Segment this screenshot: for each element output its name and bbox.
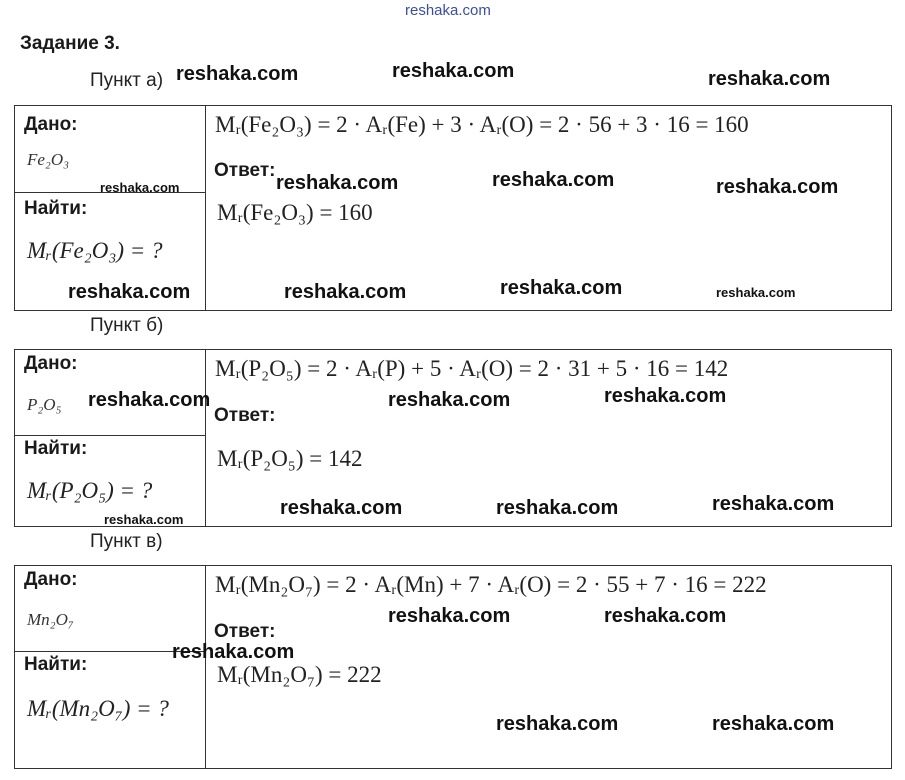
watermark: reshaka.com <box>388 605 511 627</box>
watermark: reshaka.com <box>500 277 623 299</box>
watermark: reshaka.com <box>176 63 299 85</box>
task-title: Задание 3. <box>20 33 120 54</box>
watermark: reshaka.com <box>712 713 835 735</box>
watermark: reshaka.com <box>276 172 399 194</box>
punkt-a-label: Пункт а) <box>90 70 164 91</box>
section-b-dano-label: Дано: <box>24 353 78 374</box>
section-a-find: Mᵣ(Fe₂O₃) = ? <box>27 238 163 263</box>
site-link[interactable]: reshaka.com <box>405 2 491 19</box>
section-v-given: Mn₂O₇ <box>27 610 74 629</box>
watermark: reshaka.com <box>388 389 511 411</box>
watermark: reshaka.com <box>172 641 295 663</box>
watermark: reshaka.com <box>604 385 727 407</box>
section-v-table <box>14 565 892 769</box>
watermark: reshaka.com <box>100 180 180 195</box>
watermark: reshaka.com <box>708 68 831 90</box>
watermark: reshaka.com <box>284 281 407 303</box>
section-v-answer: Mᵣ(Mn₂O₇) = 222 <box>217 662 382 687</box>
section-b-find: Mᵣ(P₂O₅) = ? <box>27 478 153 503</box>
watermark: reshaka.com <box>280 497 403 519</box>
section-a-formula: Mᵣ(Fe₂O₃) = 2 · Aᵣ(Fe) + 3 · Aᵣ(O) = 2 · 56 + 3 · 16 = 160 <box>215 112 749 137</box>
section-v-find: Mᵣ(Mn₂O₇) = ? <box>27 696 169 721</box>
section-a-answer: Mᵣ(Fe₂O₃) = 160 <box>217 200 373 225</box>
section-v-formula: Mᵣ(Mn₂O₇) = 2 · Aᵣ(Mn) + 7 · Aᵣ(O) = 2 · 55 + 7 · 16 = 222 <box>215 572 767 597</box>
section-b-divider <box>15 435 205 436</box>
section-b-formula: Mᵣ(P₂O₅) = 2 · Aᵣ(P) + 5 · Aᵣ(O) = 2 · 31 + 5 · 16 = 142 <box>215 356 729 381</box>
section-a-naiti-label: Найти: <box>24 198 88 219</box>
watermark: reshaka.com <box>392 60 515 82</box>
punkt-b-label: Пункт б) <box>90 315 164 336</box>
watermark: reshaka.com <box>492 169 615 191</box>
section-a-dano-label: Дано: <box>24 114 78 135</box>
section-b-given: P₂O₅ <box>27 395 62 414</box>
section-v-dano-label: Дано: <box>24 569 78 590</box>
watermark: reshaka.com <box>716 285 796 300</box>
watermark: reshaka.com <box>496 713 619 735</box>
watermark: reshaka.com <box>496 497 619 519</box>
section-b-answer: Mᵣ(P₂O₅) = 142 <box>217 446 363 471</box>
watermark: reshaka.com <box>88 389 211 411</box>
section-v-otvet-label: Ответ: <box>214 621 276 642</box>
watermark: reshaka.com <box>68 281 191 303</box>
watermark: reshaka.com <box>712 493 835 515</box>
watermark: reshaka.com <box>716 176 839 198</box>
section-v-naiti-label: Найти: <box>24 654 88 675</box>
section-b-naiti-label: Найти: <box>24 438 88 459</box>
watermark: reshaka.com <box>604 605 727 627</box>
section-a-given: Fe₂O₃ <box>27 150 70 169</box>
section-a-otvet-label: Ответ: <box>214 160 276 181</box>
punkt-v-label: Пункт в) <box>90 531 163 552</box>
watermark: reshaka.com <box>104 512 184 527</box>
section-b-otvet-label: Ответ: <box>214 405 276 426</box>
